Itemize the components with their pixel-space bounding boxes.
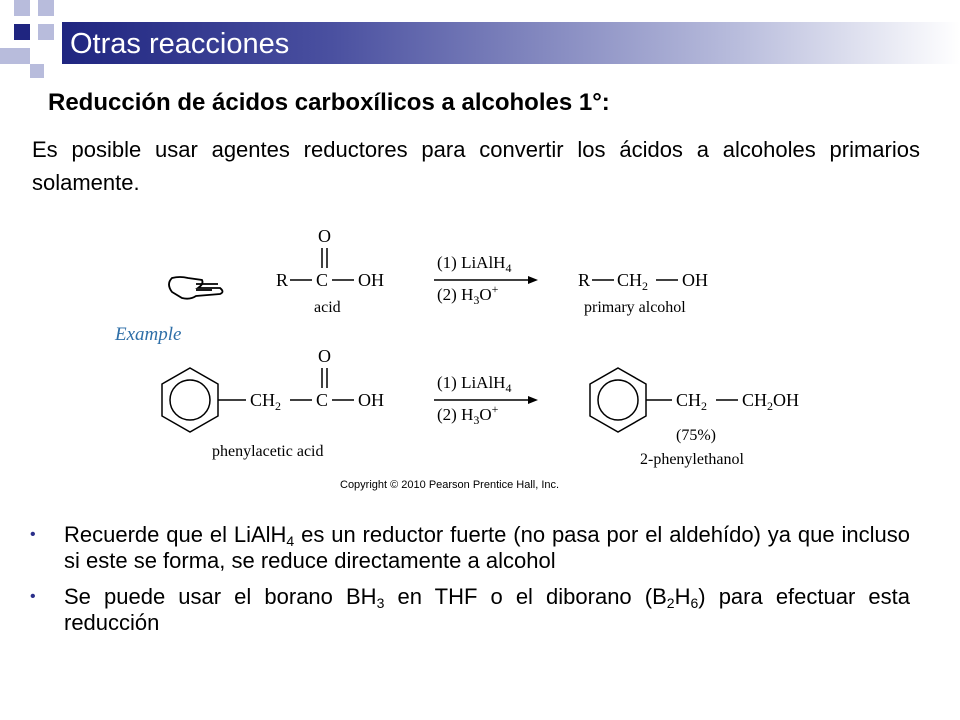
bullet-subscript: 3	[376, 595, 385, 611]
r2-step2-o: O	[479, 405, 492, 424]
r2-c: C	[316, 390, 329, 410]
r1-product-ch-sub: 2	[642, 279, 649, 293]
bullet-dot-icon: •	[30, 588, 36, 605]
r1-step1-sub: 4	[505, 261, 512, 275]
r2-step2-sub: 3	[473, 413, 480, 427]
svg-text:(1) LiAlH4	[437, 253, 511, 275]
bullet-subscript: 2	[666, 595, 675, 611]
r2-step1-num: (1)	[437, 373, 457, 392]
decor-square-dark	[14, 24, 30, 40]
r2-step2-num: (2)	[437, 405, 457, 424]
bullet-text: es un reductor fuerte (no pasa por el aldehído) ya que incluso si este se forma, se reduce directamente a alcohol	[64, 522, 910, 573]
r1-step2-h: H	[461, 285, 474, 304]
r2-step2-h: H	[461, 405, 474, 424]
r2-product-name: 2-phenylethanol	[640, 451, 744, 468]
svg-text:(2) H3O+	[437, 282, 499, 307]
bullet-item	[30, 584, 910, 636]
svg-text:CH2	[250, 390, 281, 413]
slide-title: Otras reacciones	[70, 28, 290, 60]
bullet-item	[30, 522, 910, 574]
bullet-subscript: 6	[690, 595, 699, 611]
r2-yield: (75%)	[676, 427, 716, 444]
bullet-text: Recuerde que el LiAlH	[64, 522, 287, 547]
r2-reactant-name: phenylacetic acid	[212, 443, 324, 460]
benzene-ring-reactant	[162, 368, 218, 432]
bullet-text: Se puede usar el borano BH	[64, 584, 377, 609]
r1-step2-o: O	[479, 285, 492, 304]
bullet-text: en THF o el diborano (B	[384, 584, 667, 609]
r1-carbonyl-o: O	[318, 226, 331, 246]
svg-text:CH2	[617, 270, 648, 293]
r2-step2-sup: +	[491, 402, 499, 416]
r1-step2-sub: 3	[473, 293, 480, 307]
r1-step2-num: (2)	[437, 285, 457, 304]
bullet-list	[30, 522, 910, 646]
r1-reactant-name: acid	[314, 299, 341, 316]
decor-square-light	[14, 48, 30, 64]
r2-oh: OH	[358, 390, 384, 410]
r1-step1-reagent: LiAlH	[461, 253, 506, 272]
pointing-hand-icon	[169, 277, 223, 299]
r1-product-ch: CH	[617, 270, 643, 290]
copyright-text: Copyright © 2010 Pearson Prentice Hall, Inc.	[340, 479, 560, 491]
r2-product-ch: CH	[676, 390, 702, 410]
example-label: Example	[115, 324, 182, 345]
svg-text:CH2	[676, 390, 707, 413]
r2-carbonyl-o: O	[318, 346, 331, 366]
r2-product-ch-sub: 2	[701, 399, 708, 413]
svg-text:(2) H3O+	[437, 402, 499, 427]
svg-text:CH2OH	[742, 390, 799, 413]
benzene-ring-product	[590, 368, 646, 432]
r2-reactant-ch-sub: 2	[275, 399, 282, 413]
r1-oh: OH	[358, 270, 384, 290]
r1-step2-sup: +	[491, 282, 499, 296]
r1-product-oh: OH	[682, 270, 708, 290]
r1-c: C	[316, 270, 329, 290]
r1-r: R	[276, 270, 289, 290]
r1-product-r: R	[578, 270, 591, 290]
bullet-subscript: 4	[286, 533, 295, 549]
intro-paragraph: Es posible usar agentes reductores para convertir los ácidos a alcoholes primarios solamente.	[32, 137, 920, 195]
decor-square-light	[38, 24, 54, 40]
r2-product-oh: OH	[773, 390, 800, 410]
svg-text:(1) LiAlH4	[437, 373, 511, 395]
r2-step1-sub: 4	[505, 381, 512, 395]
slide-subtitle: Reducción de ácidos carboxílicos a alcoholes 1°:	[48, 89, 610, 116]
bullet-text: H	[674, 584, 691, 609]
decor-square-light	[38, 0, 54, 16]
r2-reactant-ch: CH	[250, 390, 276, 410]
r1-product-name: primary alcohol	[584, 299, 686, 316]
r1-step1-num: (1)	[437, 253, 457, 272]
decor-square-light	[30, 64, 44, 78]
bullet-text: ) para efectuar esta reducción	[64, 584, 910, 635]
r2-product-ch2-sub: 2	[767, 399, 774, 413]
r2-product-ch2: CH	[742, 390, 768, 410]
decor-square-light	[14, 0, 30, 16]
reaction-diagram	[100, 220, 820, 500]
bullet-dot-icon: •	[30, 526, 36, 543]
r2-step1-reagent: LiAlH	[461, 373, 506, 392]
